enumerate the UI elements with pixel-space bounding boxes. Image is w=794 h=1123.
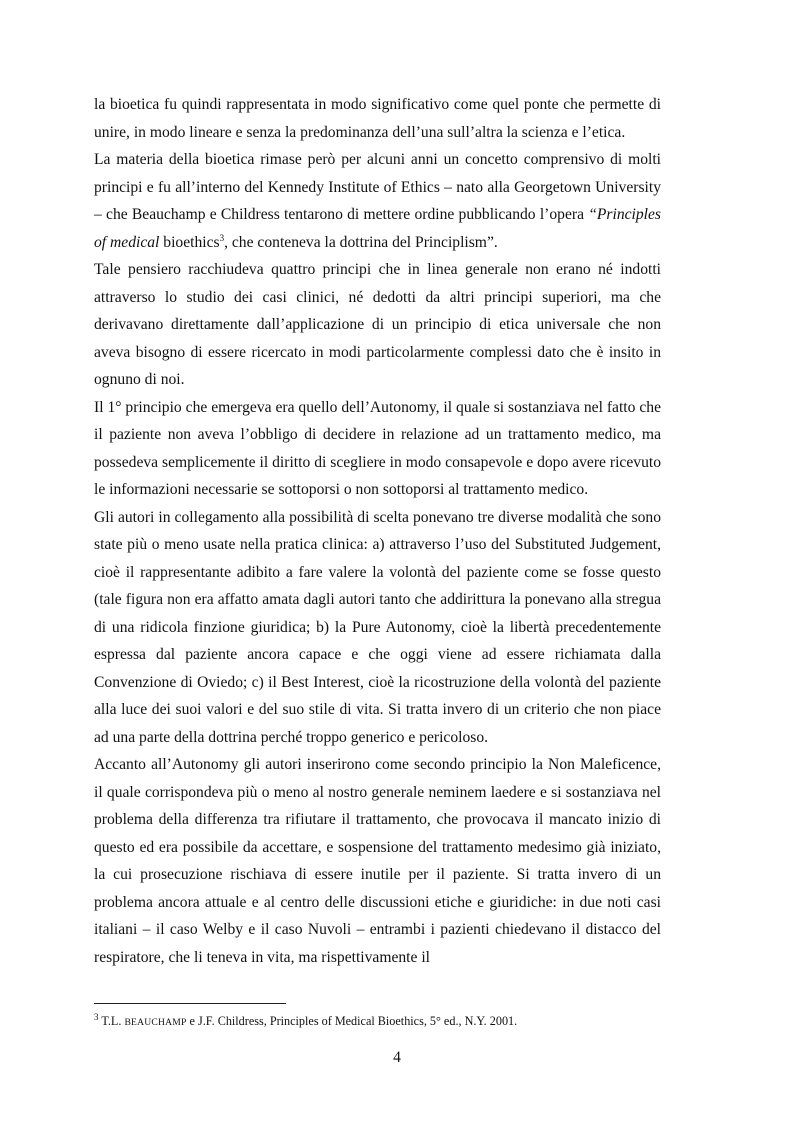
page-body (94, 91, 661, 971)
footnote-reference[interactable]: 3 (219, 232, 225, 243)
footnote-marker: 3 (94, 1011, 99, 1022)
page-number: 4 (393, 1049, 401, 1066)
paragraph-2-title-end: bioethics (159, 233, 220, 251)
paragraph-5: Gli autori in collegamento alla possibilità di scelta ponevano tre diverse modalità che sono state più o meno usate nella pratica clinica: a) attraverso l’uso del Substituted Judgement, cioè il rappresentante adibito a fare valere la volontà del paziente come se fosse questo (tale figura non era affatto amata dagli autori tanto che addirittura la ponevano alla stregua di una ridicola finzione giuridica; b) la Pure Autonomy, cioè la libertà precedentemente espressa dal paziente ancora capace e che oggi viene ad essere richiamata dalla Convenzione di Oviedo; c) il Best Interest, cioè la ricostruzione della volontà del paziente alla luce dei suoi valori e del suo stile di vita. Si tratta invero di un criterio che non piace ad una parte della dottrina perché troppo generico e pericoloso. (94, 508, 661, 746)
paragraph-1: la bioetica fu quindi rappresentata in modo significativo come quel ponte che permette di unire, in modo lineare e senza la predominanza dell’una sull’altra la scienza e l’etica. (94, 96, 661, 141)
footnote-author-initials: T.L. (98, 1014, 125, 1028)
paragraph-6: Accanto all’Autonomy gli autori inserirono come secondo principio la Non Maleficence, il quale corrispondeva più o meno al nostro generale neminem laedere e si sostanziava nel problema della differenza tra rifiutare il trattamento, che provocava il mancato inizio di questo ed era possibile da accettare, e sospensione del trattamento medesimo già iniziato, la cui prosecuzione rischiava di essere inutile per il paziente. Si tratta invero di un problema ancora attuale e al centro delle discussioni etiche e giuridiche: in due noti casi italiani – il caso Welby e il caso Nuvoli – entrambi i pazienti chiedevano il distacco del respiratore, che li teneva in vita, ma rispettivamente il (94, 756, 661, 966)
footnote-citation: e J.F. Childress, Principles of Medical Bioethics, 5° ed., N.Y. 2001. (186, 1014, 518, 1028)
paragraph-3: Tale pensiero racchiudeva quattro principi che in linea generale non erano né indotti attraverso lo studio dei casi clinici, né dedotti da altri principi superiori, ma che derivavano direttamente dall’applicazione di un principio di etica universale che non aveva bisogno di essere ricercato in modi particolarmente complessi dato che è insito in ognuno di noi. (94, 261, 661, 388)
paragraph-2 (94, 146, 661, 256)
paragraph-2-text: La materia della bioetica rimase però per alcuni anni un concetto comprensivo di molti principi e fu all’interno del Kennedy Institute of Ethics – nato alla Georgetown University – che Beauchamp e Childress tentarono di mettere ordine pubblicando l’opera (94, 151, 661, 223)
paragraph-2-tail: , che conteneva la dottrina del Principlism”. (224, 233, 498, 251)
footnote-separator (94, 1003, 286, 1004)
work-title-italic: “Principles of medical (94, 206, 661, 251)
footnote (94, 1011, 661, 1030)
footnote-author-smallcaps: BEAUCHAMP (124, 1017, 187, 1028)
paragraph-4: Il 1° principio che emergeva era quello dell’Autonomy, il quale si sostanziava nel fatto che il paziente non aveva l’obbligo di decidere in relazione ad un trattamento medico, ma possedeva semplicemente il diritto di scegliere in modo consapevole e dopo avere ricevuto le informazioni necessarie se sottoporsi o non sottoporsi al trattamento medico. (94, 398, 661, 498)
